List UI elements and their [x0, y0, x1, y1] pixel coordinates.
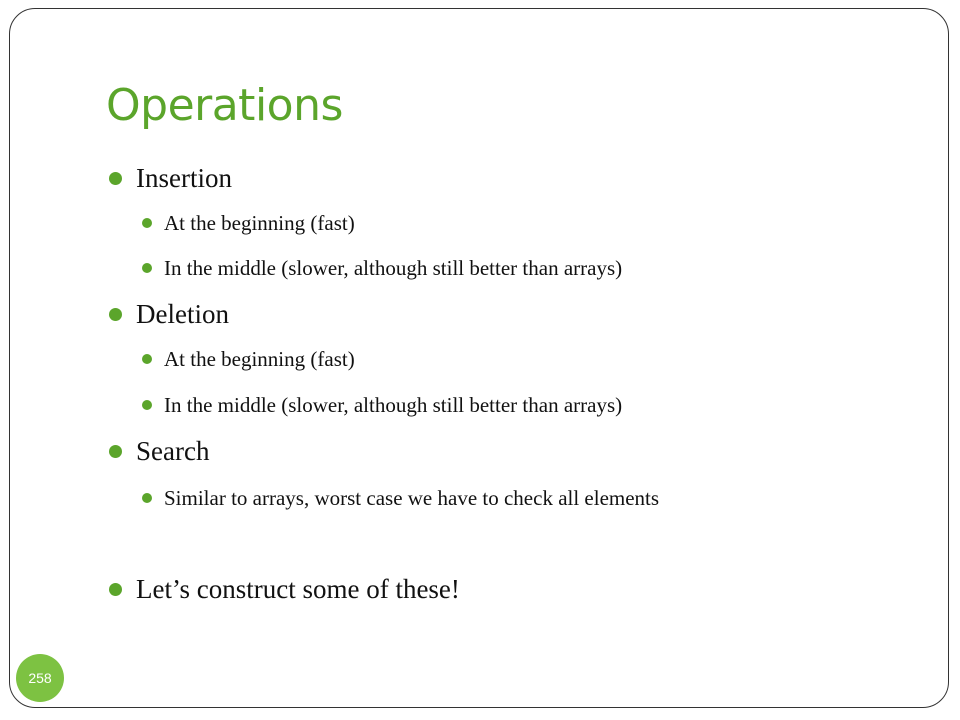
- bullet-dot-icon: [142, 400, 152, 410]
- sub-bullet-text: At the beginning (fast): [164, 347, 355, 371]
- bullet-text: Insertion: [136, 163, 232, 193]
- bullet-dot-icon: [142, 493, 152, 503]
- sub-bullet-text: Similar to arrays, worst case we have to check all elements: [164, 486, 660, 510]
- sub-bullet-item: [164, 392, 622, 418]
- sub-bullet-text: At the beginning (fast): [164, 211, 355, 235]
- bullet-item-deletion: [136, 298, 229, 330]
- sub-bullet-text: In the middle (slower, although still better than arrays): [164, 256, 623, 280]
- bullet-dot-icon: [109, 172, 122, 185]
- sub-bullet-item: [164, 255, 622, 281]
- sub-bullet-text: In the middle (slower, although still better than arrays): [164, 393, 623, 417]
- bullet-dot-icon: [109, 445, 122, 458]
- bullet-text: Deletion: [136, 299, 229, 329]
- slide-title: Operations: [106, 80, 343, 131]
- slide-number-badge: 258: [16, 654, 64, 702]
- sub-bullet-item: [164, 210, 355, 236]
- bullet-dot-icon: [109, 583, 122, 596]
- bullet-dot-icon: [109, 308, 122, 321]
- bullet-item-construct: [136, 573, 460, 605]
- bullet-item-search: [136, 435, 209, 467]
- bullet-text: Let’s construct some of these!: [136, 574, 460, 604]
- bullet-item-insertion: [136, 162, 232, 194]
- sub-bullet-item: [164, 346, 355, 372]
- bullet-text: Search: [136, 436, 210, 466]
- bullet-dot-icon: [142, 218, 152, 228]
- bullet-dot-icon: [142, 354, 152, 364]
- bullet-dot-icon: [142, 263, 152, 273]
- sub-bullet-item: [164, 485, 659, 511]
